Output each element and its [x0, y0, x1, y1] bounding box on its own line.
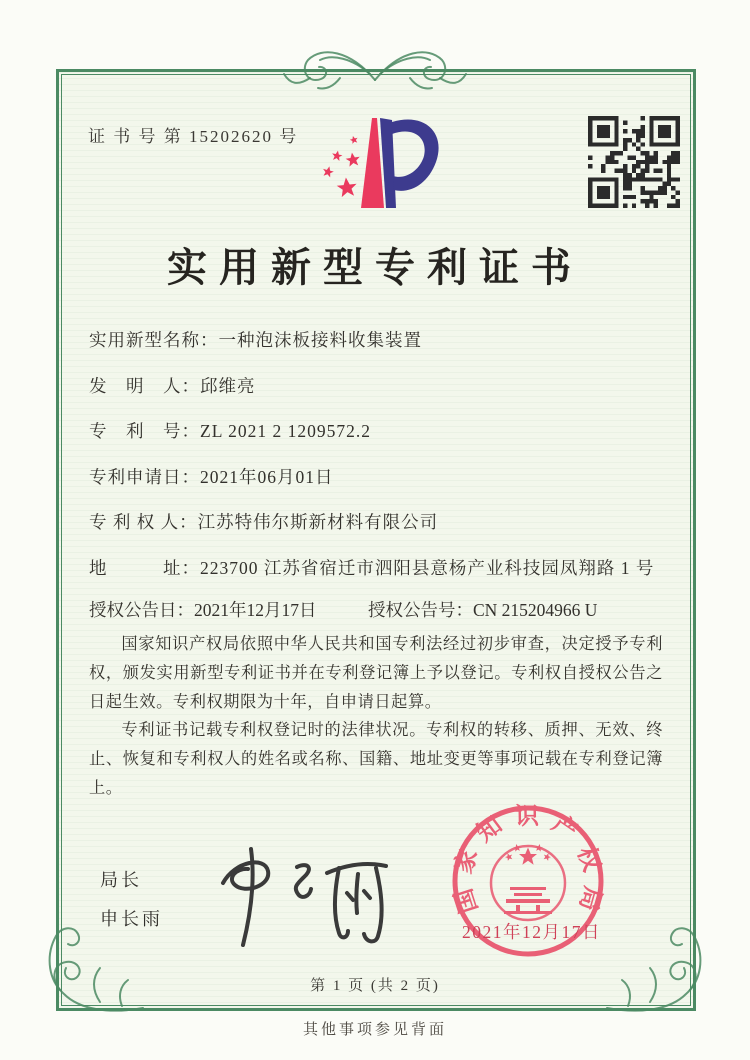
certificate-number: 证 书 号 第 15202620 号	[88, 127, 299, 146]
field-label: 专利申请日：	[89, 466, 200, 487]
logo-wedge-icon	[361, 118, 384, 208]
signer-block	[100, 866, 163, 944]
field-row-name	[89, 327, 669, 349]
body-paragraphs	[89, 630, 663, 803]
certificate-title: 实用新型专利证书	[167, 245, 583, 290]
field-label: 专 利 权 人：	[89, 512, 198, 532]
field-value: 一种泡沫板接料收集装置	[218, 330, 422, 350]
field-label: 地 址：	[89, 557, 200, 578]
page-number: 第 1 页 (共 2 页)	[310, 978, 440, 994]
field-label: 发 明 人：	[89, 375, 200, 396]
field-row-address	[89, 555, 669, 577]
field-value: 2021年06月01日	[200, 466, 334, 487]
field-row-inventor	[89, 373, 669, 395]
signer-title: 局长	[100, 870, 142, 890]
field-label: 实用新型名称：	[89, 330, 219, 350]
grant-number-label: 授权公告号：	[368, 600, 473, 620]
grant-date-label: 授权公告日：	[89, 600, 194, 620]
back-note: 其他事项参见背面	[302, 1022, 447, 1038]
field-value: 江苏特伟尔斯新材料有限公司	[197, 512, 439, 532]
field-row-filing-date	[89, 464, 669, 486]
logo-p-bowl-icon	[392, 120, 439, 191]
logo-stars-icon	[322, 135, 361, 198]
cnipa-logo-icon	[308, 112, 452, 216]
legal-paragraph-1: 国家知识产权局依照中华人民共和国专利法经过初步审查，决定授予专利权，颁发实用新型专利证书并在专利登记簿上予以登记。专利权自授权公告之日起生效。专利权期限为十年，自申请日起算。	[89, 635, 663, 711]
signature-handwriting-icon	[205, 840, 405, 952]
field-row-patentee	[89, 509, 669, 531]
grant-number-value: CN 215204966 U	[473, 600, 598, 620]
seal-emblem-icon	[504, 843, 552, 914]
field-value: ZL 2021 2 1209572.2	[200, 421, 371, 441]
seal-agency-text: 国家知识产权局	[451, 803, 606, 917]
field-value: 223700 江苏省宿迁市泗阳县意杨产业科技园凤翔路 1 号	[200, 557, 655, 578]
qr-code	[588, 116, 680, 208]
seal-date: 2021年12月17日	[462, 922, 601, 942]
field-label: 专 利 号：	[89, 421, 200, 441]
signer-name: 申长雨	[100, 909, 163, 929]
patent-fields	[89, 327, 669, 600]
field-value: 邱维亮	[200, 375, 256, 396]
grant-row	[89, 597, 669, 622]
legal-paragraph-2: 专利证书记载专利权登记时的法律状况。专利权的转移、质押、无效、终止、恢复和专利权人的姓名或名称、国籍、地址变更等事项记载在专利登记簿上。	[89, 721, 663, 797]
grant-number	[368, 597, 597, 622]
grant-date-value: 2021年12月17日	[194, 600, 317, 620]
field-row-patent-number	[89, 418, 669, 440]
